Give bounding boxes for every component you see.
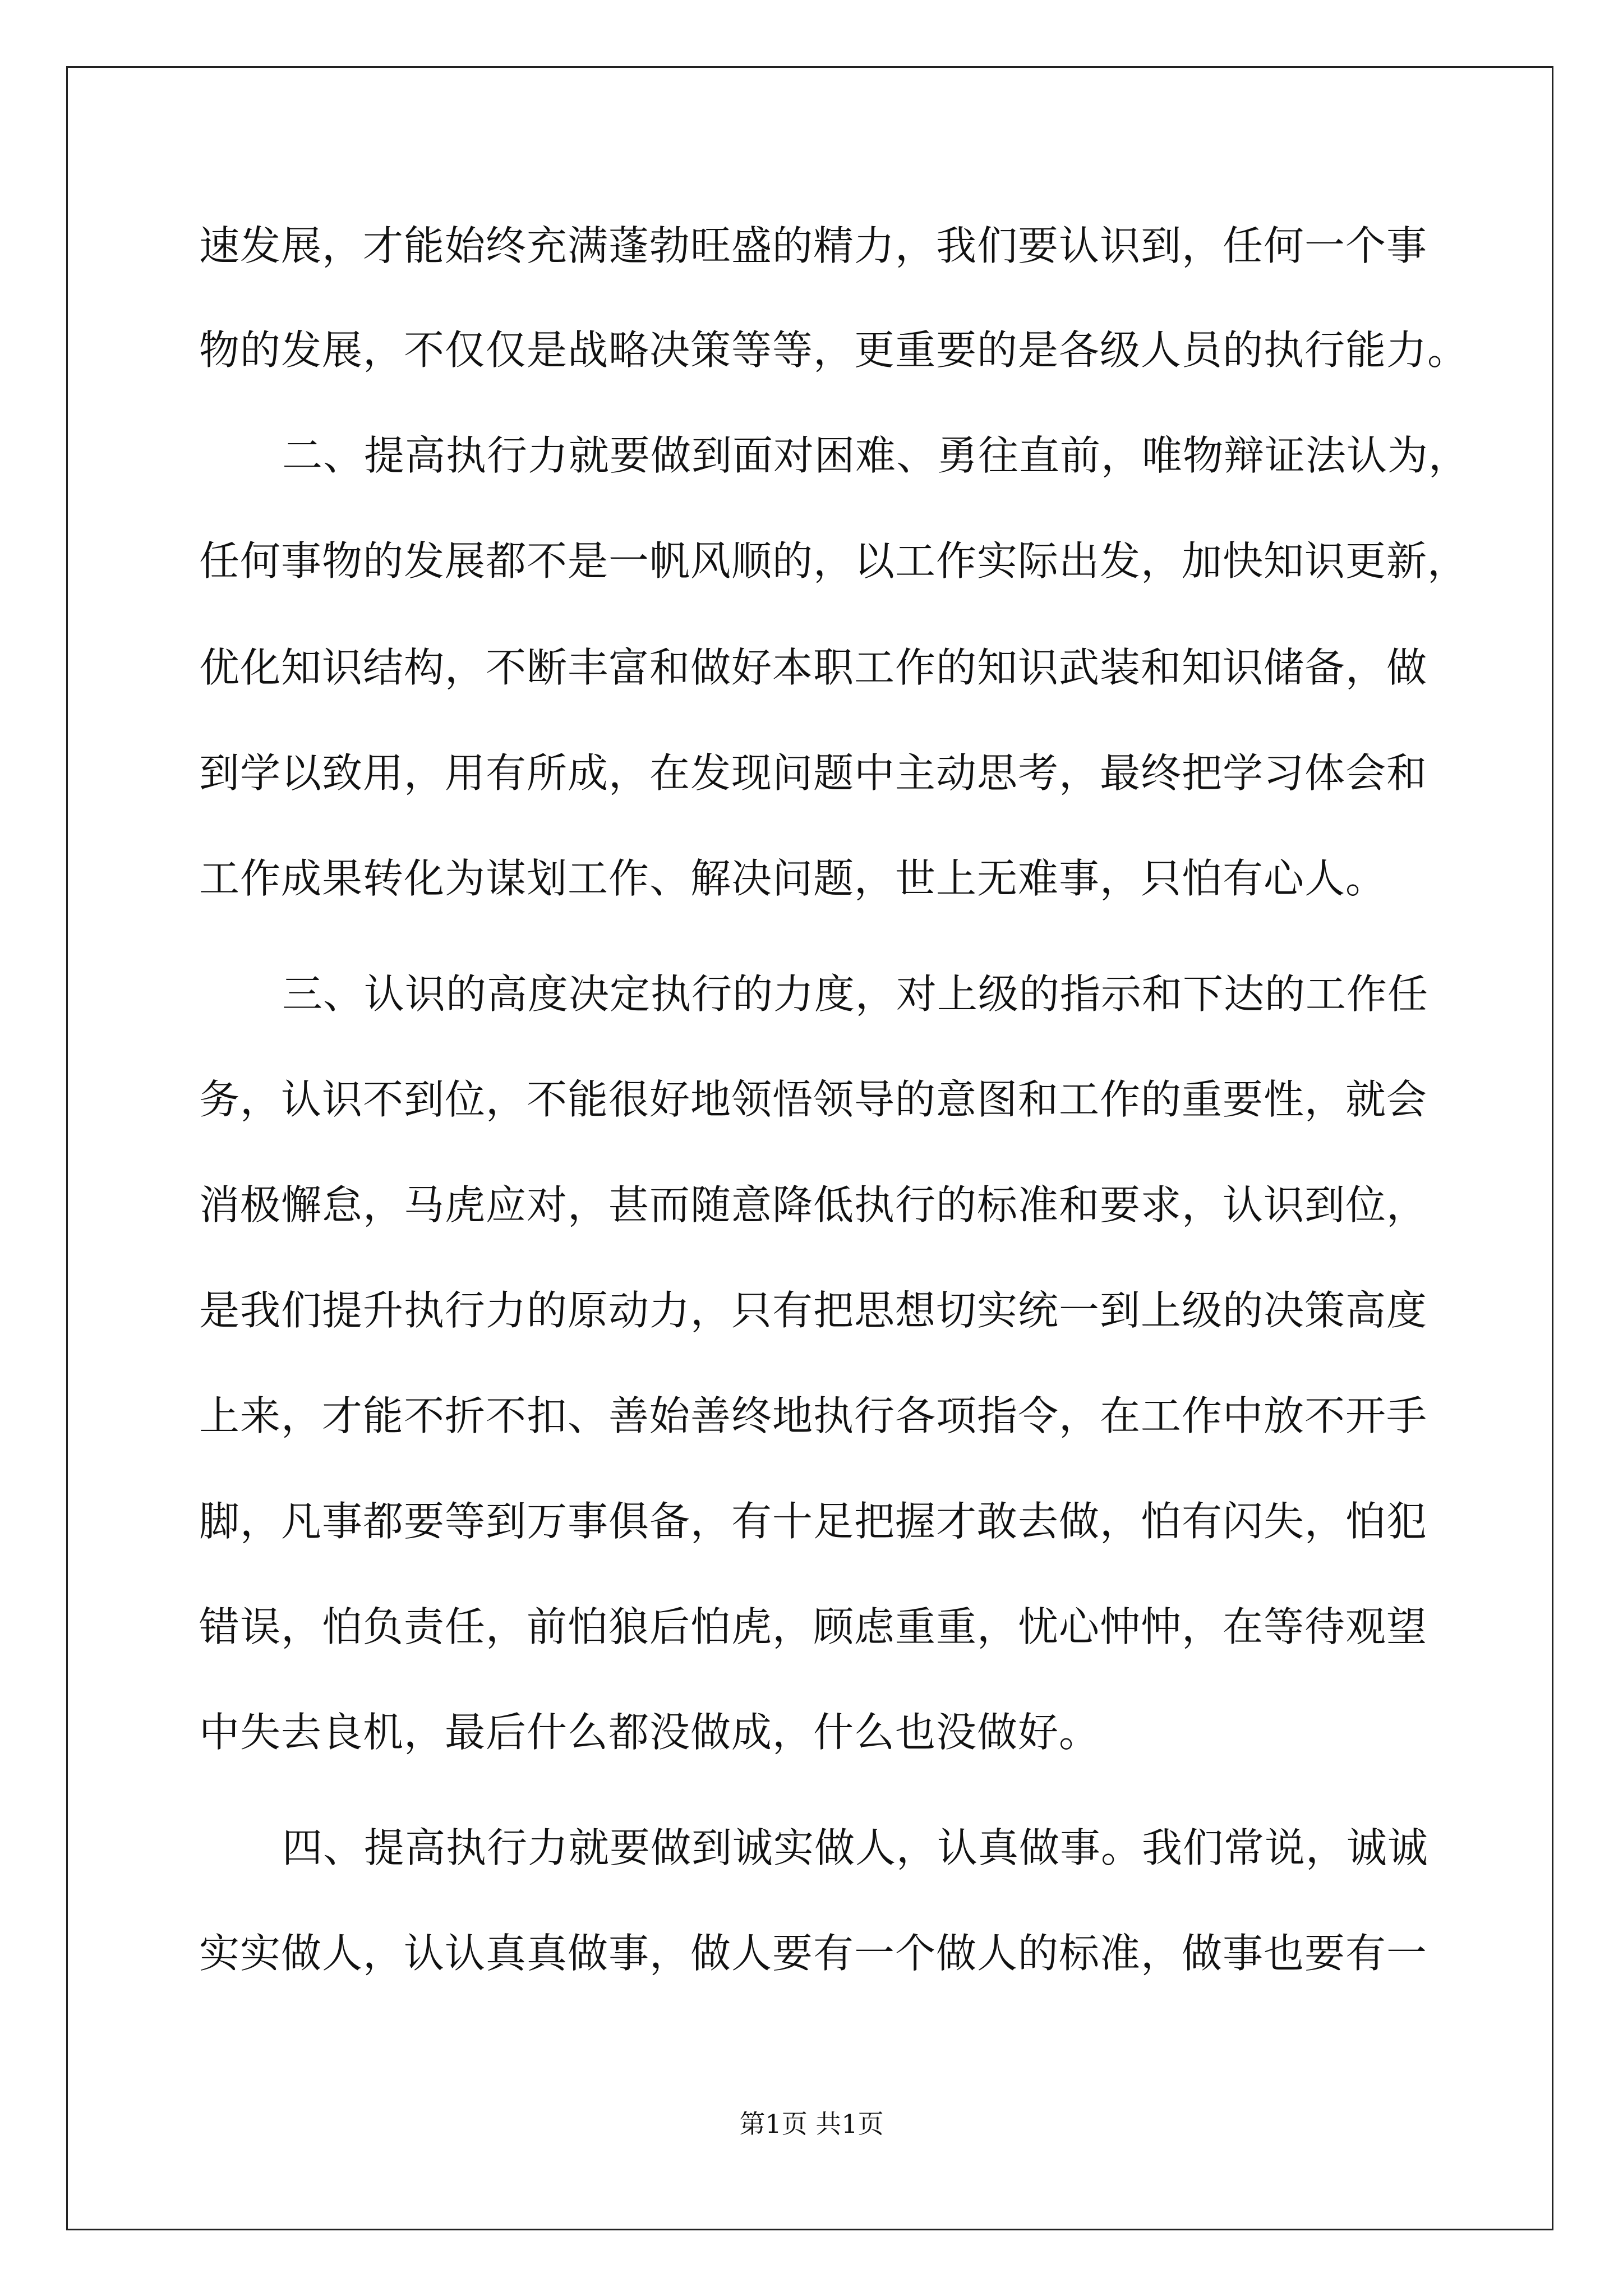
text-line: 优化知识结构，不断丰富和做好本职工作的知识武装和知识储备，做 [199, 644, 1428, 691]
paragraph-start-line: 三、认识的高度决定执行的力度，对上级的指示和下达的工作任 [282, 970, 1429, 1018]
text-line: 速发展，才能始终充满蓬勃旺盛的精力，我们要认识到，任何一个事 [199, 222, 1428, 269]
text-line: 是我们提升执行力的原动力，只有把思想切实统一到上级的决策高度 [199, 1287, 1428, 1334]
text-line: 工作成果转化为谋划工作、解决问题，世上无难事，只怕有心人。 [199, 855, 1387, 902]
text-line: 消极懈怠，马虎应对，甚而随意降低执行的标准和要求，认识到位， [199, 1181, 1428, 1228]
text-line: 上来，才能不折不扣、善始善终地执行各项指令，在工作中放不开手 [199, 1392, 1428, 1439]
text-line: 物的发展，不仅仅是战略决策等等，更重要的是各级人员的执行能力。 [199, 326, 1469, 374]
text-line: 中失去良机，最后什么都没做成，什么也没做好。 [199, 1709, 1100, 1756]
text-line: 到学以致用，用有所成，在发现问题中主动思考，最终把学习体会和 [199, 749, 1428, 797]
text-line: 实实做人，认认真真做事，做人要有一个做人的标准，做事也要有一 [199, 1930, 1428, 1977]
page-number-footer: 第1页 共1页 [739, 2109, 884, 2139]
paragraph-start-line: 二、提高执行力就要做到面对困难、勇往直前，唯物辩证法认为， [282, 432, 1470, 479]
text-line: 任何事物的发展都不是一帆风顺的，以工作实际出发，加快知识更新， [199, 537, 1469, 585]
text-line: 错误，怕负责任，前怕狼后怕虎，顾虑重重，忧心忡忡，在等待观望 [199, 1603, 1428, 1650]
text-line: 脚，凡事都要等到万事俱备，有十足把握才敢去做，怕有闪失，怕犯 [199, 1498, 1428, 1545]
page-border [66, 66, 1553, 2230]
text-line: 务，认识不到位，不能很好地领悟领导的意图和工作的重要性，就会 [199, 1076, 1428, 1123]
paragraph-start-line: 四、提高执行力就要做到诚实做人，认真做事。我们常说，诚诚 [282, 1824, 1429, 1871]
